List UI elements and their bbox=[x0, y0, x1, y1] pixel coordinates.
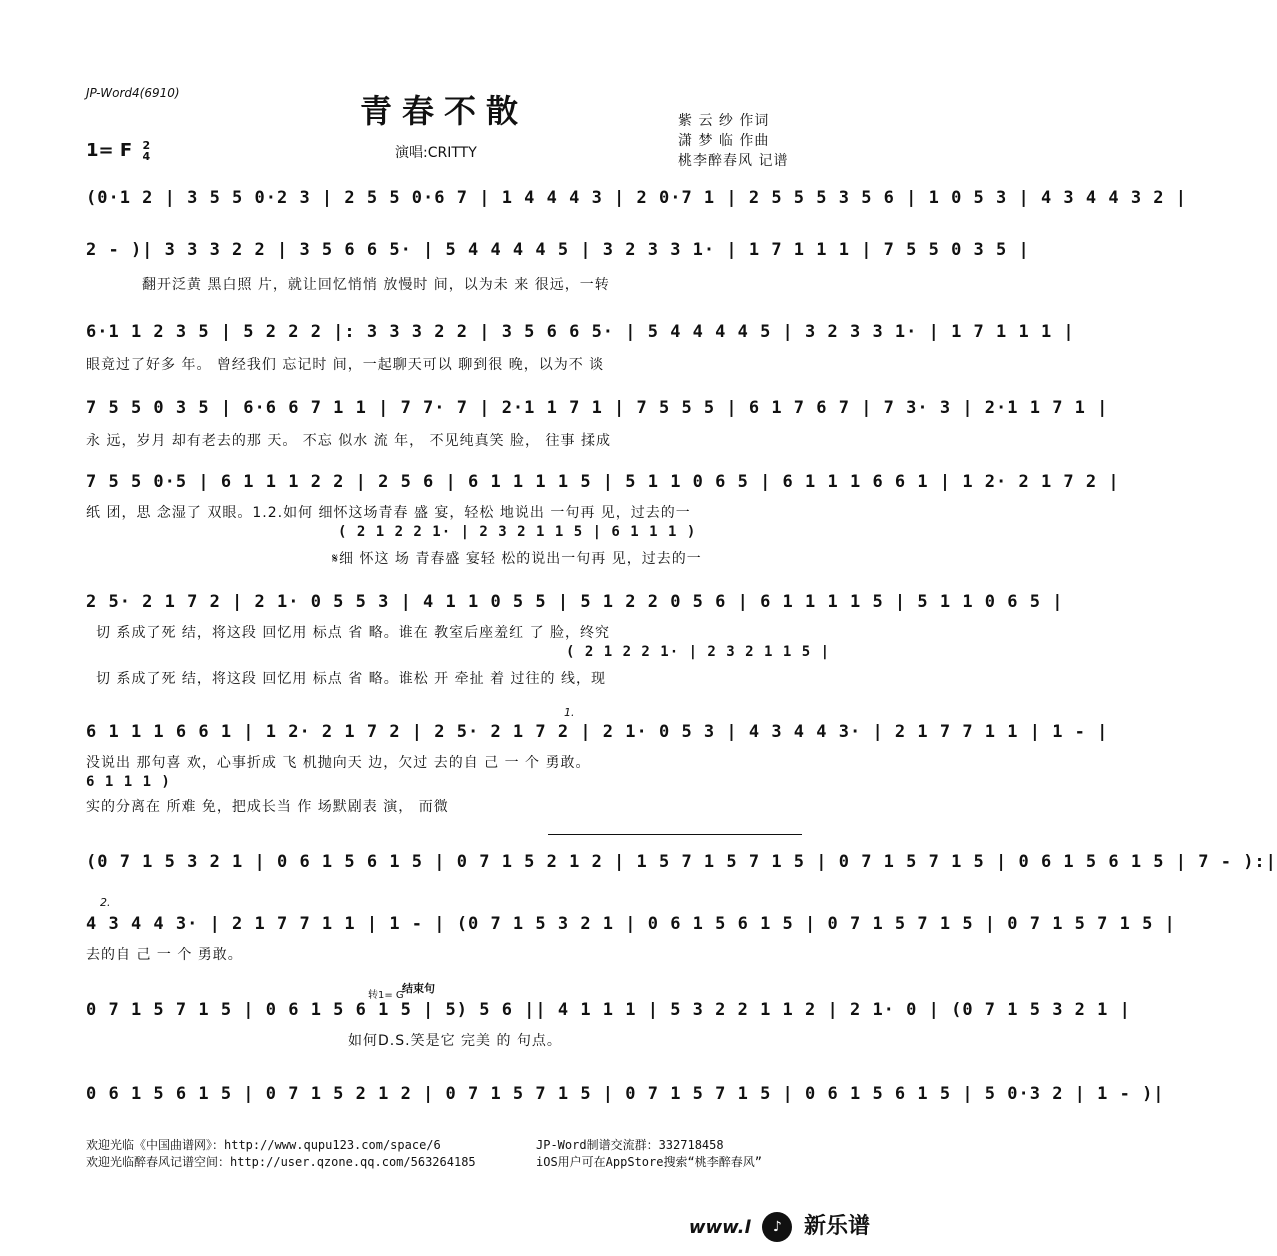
transcriber: 桃李醉春风 记谱 bbox=[678, 153, 789, 169]
lyrics: 没说出 那句喜 欢，心事折成 飞 机抛向天 边，欠过 去的自 己 一 个 勇敢。 bbox=[86, 755, 591, 771]
notation: 6 1 1 1 ) bbox=[86, 774, 171, 790]
notation: 6·1 1 2 3 5 | 5 2 2 2 |: 3 3 3 2 2 | 3 5 6 6 5· | 5 4 4 4 4 5 | 3 2 3 3 1· | 1 7 1 1 1 | bbox=[86, 322, 1075, 342]
lyrics: 翻开泛黄 黑白照 片，就让回忆悄悄 放慢时 间，以为未 来 很远，一转 bbox=[142, 277, 610, 293]
volta-2: 2. bbox=[100, 896, 111, 909]
lyrics: 去的自 己 一 个 勇敢。 bbox=[86, 947, 243, 963]
notation: 0 7 1 5 7 1 5 | 0 6 1 5 6 1 5 | 5) 5 6 || 4 1 1 1 | 5 3 2 2 1 1 2 | 2 1· 0 | (0 7 1 5 3 2 1 | bbox=[86, 1000, 1131, 1020]
lyrics: 如何D.S.笑是它 完美 的 句点。 bbox=[348, 1033, 562, 1049]
footer-line-1: 欢迎光临《中国曲谱网》：http://www.qupu123.com/space/6 bbox=[86, 1138, 441, 1152]
composer: 潇 梦 临 作曲 bbox=[678, 133, 770, 149]
notation: 7 5 5 0·5 | 6 1 1 1 2 2 | 2 5 6 | 6 1 1 1 1 5 | 5 1 1 0 6 5 | 6 1 1 1 6 6 1 | 1 2· 2 1 7 2 | bbox=[86, 472, 1120, 492]
brand-name: 新乐谱 bbox=[803, 1214, 870, 1239]
notation: ( 2 1 2 2 1· | 2 3 2 1 1 5 | bbox=[566, 644, 831, 660]
time-top: 2 bbox=[142, 139, 151, 152]
lyricist: 紫 云 纱 作词 bbox=[678, 113, 770, 129]
notation: 0 6 1 5 6 1 5 | 0 7 1 5 2 1 2 | 0 7 1 5 7 1 5 | 0 7 1 5 7 1 5 | 0 6 1 5 6 1 5 | 5 0·3 2 | 1 - )| bbox=[86, 1084, 1165, 1104]
time-bottom: 4 bbox=[142, 150, 151, 163]
notation: 2 - )| 3 3 3 2 2 | 3 5 6 6 5· | 5 4 4 4 4 5 | 3 2 3 3 1· | 1 7 1 1 1 | 7 5 5 0 3 5 | bbox=[86, 240, 1030, 260]
volta-1: 1. bbox=[564, 706, 575, 719]
footer-line-4: iOS用户可在AppStore搜索“桃李醉春风” bbox=[536, 1155, 762, 1169]
footer-line-2: 欢迎光临醉春风记谱空间：http://user.qzone.qq.com/563264185 bbox=[86, 1155, 476, 1169]
notation: 4 3 4 4 3· | 2 1 7 7 1 1 | 1 - | (0 7 1 5 3 2 1 | 0 6 1 5 6 1 5 | 0 7 1 5 7 1 5 | 0 7 1 5 7 1 5 | bbox=[86, 914, 1176, 934]
lyrics: 切 系成了死 结，将这段 回忆用 标点 省 略。谁松 开 牵扯 着 过往的 线，现 bbox=[96, 671, 606, 687]
singer: 演唱:CRITTY bbox=[395, 145, 477, 161]
time-signature bbox=[142, 140, 150, 162]
ending-mark: 结束句 bbox=[402, 982, 435, 995]
brand-watermark bbox=[689, 1209, 870, 1242]
key-label: 1= F bbox=[86, 140, 133, 161]
notation: (0·1 2 | 3 5 5 0·2 3 | 2 5 5 0·6 7 | 1 4 4 4 3 | 2 0·7 1 | 2 5 5 5 3 5 6 | 1 0 5 3 | 4 3 4 4 3 2 | bbox=[86, 188, 1188, 208]
software-tag: JP-Word4(6910) bbox=[86, 86, 180, 100]
lyrics: 眼竟过了好多 年。 曾经我们 忘记时 间，一起聊天可以 聊到很 晚，以为不 谈 bbox=[86, 357, 605, 373]
record-icon: ♪ bbox=[762, 1212, 792, 1242]
lyrics: 纸 团，思 念湿了 双眼。1.2.如何 细怀这场青春 盛 宴，轻松 地说出 一句再 见，过去的一 bbox=[86, 505, 691, 521]
notation: 2 5· 2 1 7 2 | 2 1· 0 5 5 3 | 4 1 1 0 5 5 | 5 1 2 2 0 5 6 | 6 1 1 1 1 5 | 5 1 1 0 6 5 | bbox=[86, 592, 1064, 612]
modulation-mark: 转1= G bbox=[368, 990, 404, 1001]
lyrics: 实的分离在 所难 免，把成长当 作 场默剧表 演， 而微 bbox=[86, 799, 449, 815]
notation: ( 2 1 2 2 1· | 2 3 2 1 1 5 | 6 1 1 1 ) bbox=[338, 524, 697, 540]
lyrics: 切 系成了死 结，将这段 回忆用 标点 省 略。谁在 教室后座羞红 了 脸，终究 bbox=[96, 625, 611, 641]
key-signature bbox=[86, 140, 150, 162]
divider bbox=[548, 834, 802, 835]
song-title: 青春不散 bbox=[359, 92, 528, 130]
lyrics: 永 远，岁月 却有老去的那 天。 不忘 似水 流 年， 不见纯真笑 脸， 往事 揉成 bbox=[86, 433, 611, 449]
notation: 6 1 1 1 6 6 1 | 1 2· 2 1 7 2 | 2 5· 2 1 7 2 | 2 1· 0 5 3 | 4 3 4 4 3· | 2 1 7 7 1 1 | 1 - | bbox=[86, 722, 1109, 742]
lyrics: 𝄋细 怀这 场 青春盛 宴轻 松的说出一句再 见，过去的一 bbox=[332, 551, 702, 567]
footer-line-3: JP-Word制谱交流群：332718458 bbox=[536, 1138, 724, 1152]
brand-url: www.l bbox=[688, 1217, 751, 1238]
notation: (0 7 1 5 3 2 1 | 0 6 1 5 6 1 5 | 0 7 1 5 2 1 2 | 1 5 7 1 5 7 1 5 | 0 7 1 5 7 1 5 | 0 6 1 5 6 1 5 | 7 - ):| bbox=[86, 852, 1277, 872]
notation: 7 5 5 0 3 5 | 6·6 6 7 1 1 | 7 7· 7 | 2·1 1 7 1 | 7 5 5 5 | 6 1 7 6 7 | 7 3· 3 | 2·1 1 7 1 | bbox=[86, 398, 1109, 418]
